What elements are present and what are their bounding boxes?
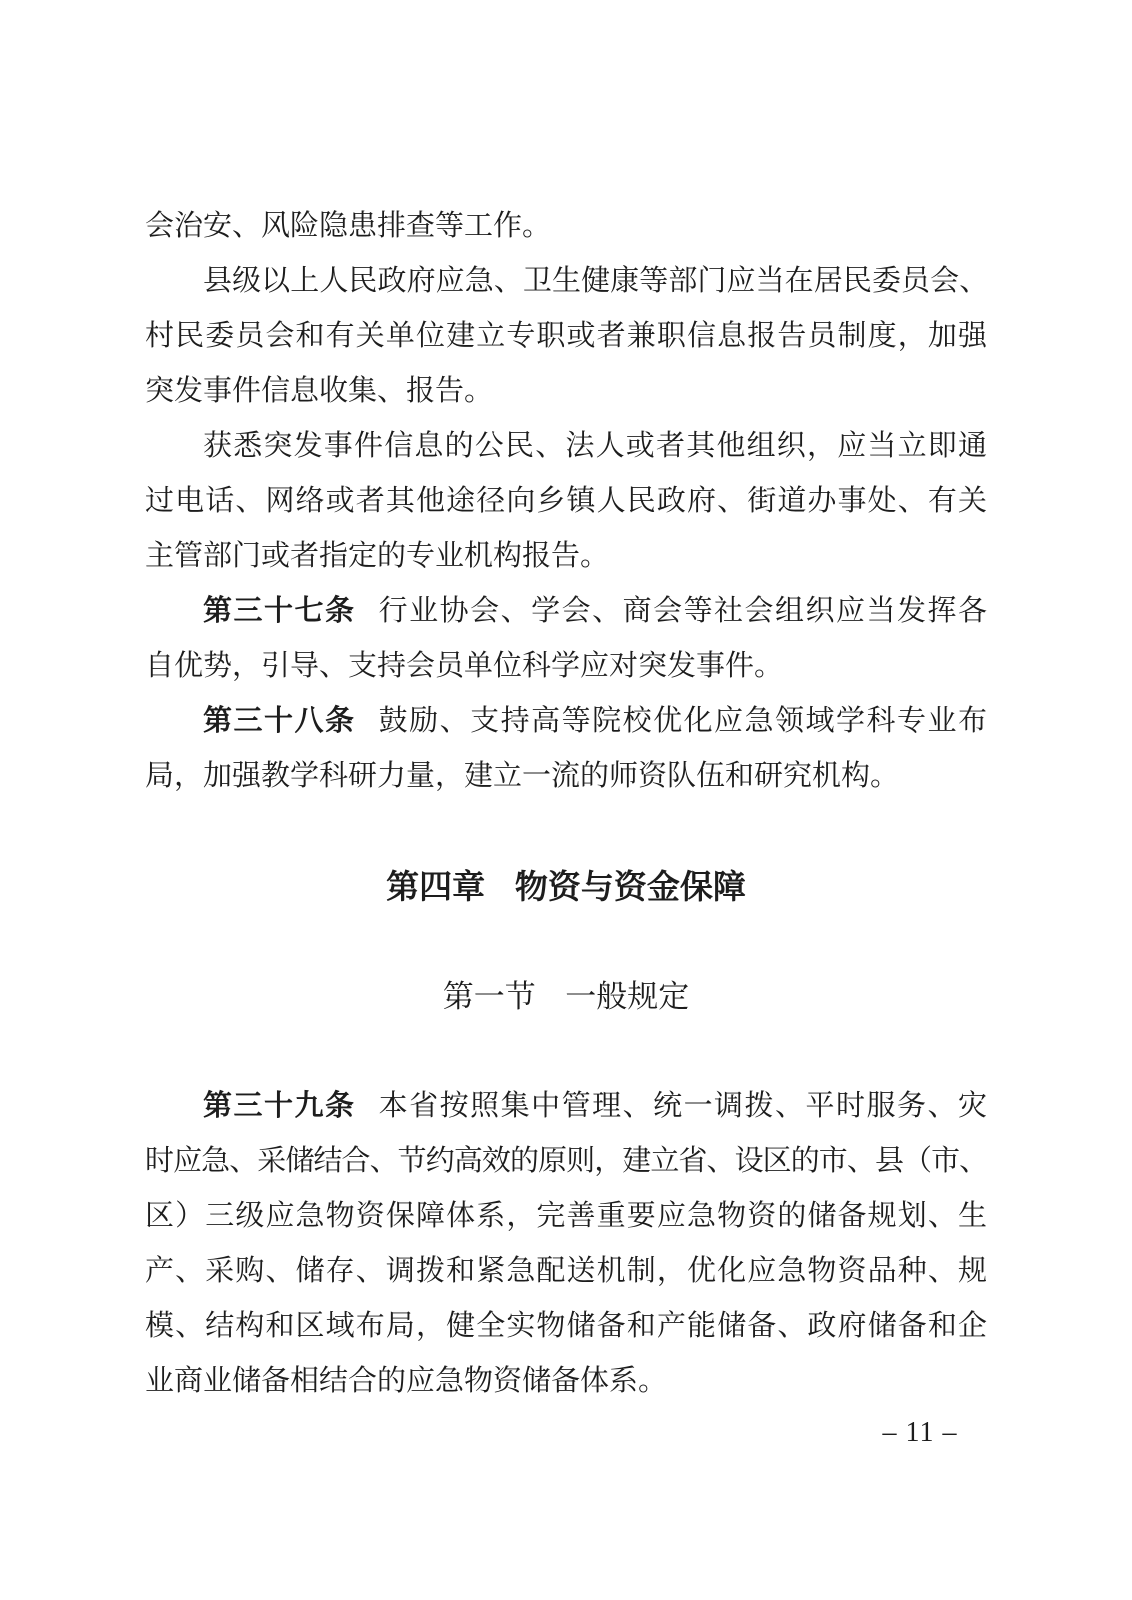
article-text: 行业协会、学会、商会等社会组织应当发挥各: [378, 595, 987, 627]
text-line: 获悉突发事件信息的公民、法人或者其他组织，应当立即通: [203, 430, 987, 462]
section-heading: [145, 969, 987, 1024]
text-line: 主管部门或者指定的专业机构报告。: [145, 540, 610, 572]
text-line: [145, 694, 987, 749]
blank-line: [145, 804, 987, 859]
section-number: 第一节: [442, 979, 536, 1014]
article-number: 第三十八条: [203, 705, 356, 737]
page-number: – 11 –: [882, 1417, 958, 1448]
chapter-number: 第四章: [386, 868, 486, 905]
text-line: 区）三级应急物资保障体系，完善重要应急物资的储备规划、生: [145, 1200, 987, 1232]
text-line: 产、采购、储存、调拨和紧急配送机制，优化应急物资品种、规: [145, 1255, 987, 1287]
text-line: [145, 1079, 987, 1134]
text-line: [145, 584, 987, 639]
text-line: 突发事件信息收集、报告。: [145, 375, 494, 407]
article-number: 第三十七条: [203, 595, 356, 627]
document-body: [145, 199, 987, 1409]
section-title: 一般规定: [565, 979, 690, 1014]
chapter-title: 物资与资金保障: [514, 868, 746, 905]
text-line: 局，加强教学科研力量，建立一流的师资队伍和研究机构。: [145, 760, 900, 792]
article-text: 鼓励、支持高等院校优化应急领域学科专业布: [378, 705, 987, 737]
text-line: 业商业储备相结合的应急物资储备体系。: [145, 1365, 668, 1397]
text-line: 过电话、网络或者其他途径向乡镇人民政府、街道办事处、有关: [145, 485, 987, 517]
text-line: 县级以上人民政府应急、卫生健康等部门应当在居民委员会、: [203, 265, 987, 297]
text-line: 自优势，引导、支持会员单位科学应对突发事件。: [145, 650, 784, 682]
article-number: 第三十九条: [203, 1090, 356, 1122]
text-line: 模、结构和区域布局，健全实物储备和产能储备、政府储备和企: [145, 1310, 987, 1342]
text-line: 会治安、风险隐患排查等工作。: [145, 210, 552, 242]
article-text: 本省按照集中管理、统一调拨、平时服务、灾: [378, 1090, 987, 1122]
chapter-heading: [145, 859, 987, 914]
blank-line: [145, 914, 987, 969]
text-line: 时应急、采储结合、节约高效的原则，建立省、设区的市、县（市、: [145, 1145, 987, 1177]
blank-line: [145, 1024, 987, 1079]
text-line: 村民委员会和有关单位建立专职或者兼职信息报告员制度，加强: [145, 320, 987, 352]
